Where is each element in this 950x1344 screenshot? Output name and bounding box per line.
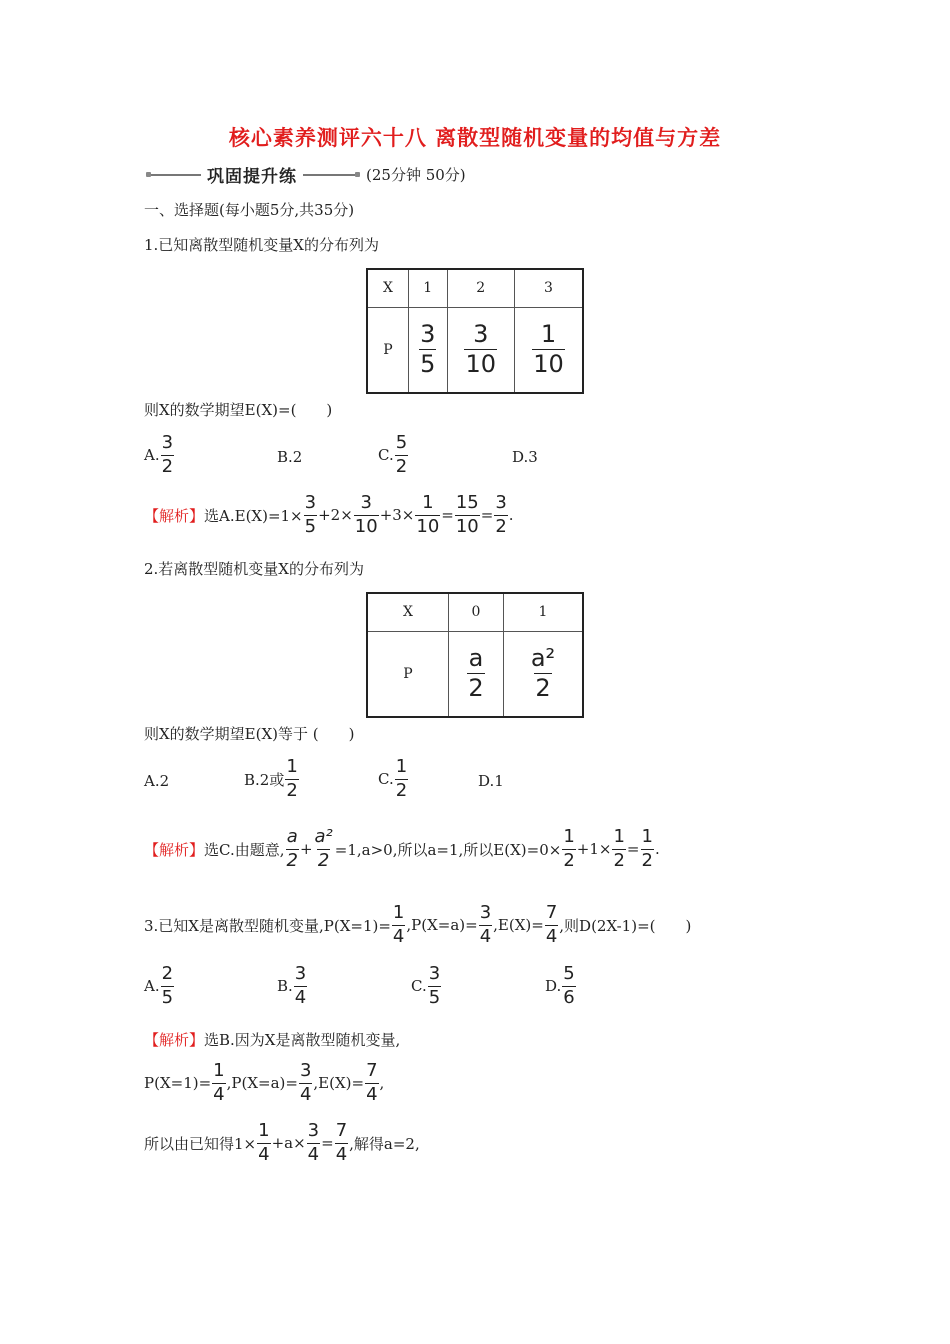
q1-p3: $\frac{1}{10}$ xyxy=(515,307,583,393)
q1-cell-3: 3 xyxy=(515,269,583,307)
q3-answer: 【解析】 选B.因为X是离散型随机变量, xyxy=(144,1031,401,1049)
section-band xyxy=(146,162,466,187)
q3-option-d: D. $\frac{5}{6}$ xyxy=(545,963,575,1008)
q2-answer: 【解析】 选C.由题意, $\frac{a}{2}$ + $\frac{\text{a²}}{2}$ =1,a>0,所以a=1,所以E(X)=0× $\frac{1}{2}$ +1× $\frac{1}{2}$ = $\frac{1}{2}$ . xyxy=(144,826,660,871)
q1-option-c: C. $\frac{5}{2}$ xyxy=(378,432,408,477)
q2-ask: 则X的数学期望E(X)等于 ( ) xyxy=(144,725,355,743)
q1-p2: $\frac{3}{10}$ xyxy=(447,307,515,393)
q1-cell-x: X xyxy=(367,269,409,307)
band-line-left xyxy=(151,174,201,176)
q3-answer-line3: 所以由已知得1× $\frac{1}{4}$ +a× $\frac{3}{4}$ = $\frac{7}{4}$ ,解得a=2, xyxy=(144,1120,420,1165)
q2-cell-1: 1 xyxy=(504,593,584,631)
q1-p1: $\frac{3}{5}$ xyxy=(409,307,448,393)
q3-stem: 3.已知X是离散型随机变量,P(X=1)= $\frac{1}{4}$ ,P(X=a)= $\frac{3}{4}$ ,E(X)= $\frac{7}{4}$ ,则D(2X-1)=( ) xyxy=(144,902,692,947)
q3-answer-line2: P(X=1)= $\frac{1}{4}$ ,P(X=a)= $\frac{3}{4}$ ,E(X)= $\frac{7}{4}$ , xyxy=(144,1060,385,1105)
section-label: 巩固提升练 xyxy=(207,167,297,187)
q1-cell-p: P xyxy=(367,307,409,393)
band-dot-right xyxy=(355,172,360,177)
q2-cell-p: P xyxy=(367,631,449,717)
section-time: (25分钟 50分) xyxy=(366,165,466,184)
q2-option-b: B.2或 $\frac{1}{2}$ xyxy=(244,756,298,801)
q3-option-a: A. $\frac{2}{5}$ xyxy=(144,963,174,1008)
q3-option-b: B. $\frac{3}{4}$ xyxy=(277,963,307,1008)
q2-p0: $\frac{a}{2}$ xyxy=(449,631,504,717)
q2-option-d: D.1 xyxy=(478,772,504,790)
q1-answer: 【解析】 选A.E(X)=1× $\frac{3}{5}$ +2× $\frac{3}{10}$ +3× $\frac{1}{10}$ = $\frac{15}{10}$ = $\frac{3}{2}$ . xyxy=(144,492,514,537)
q2-option-a: A.2 xyxy=(144,772,170,790)
q2-p1: $\frac{\text{a²}}{2}$ xyxy=(504,631,584,717)
q2-cell-0: 0 xyxy=(449,593,504,631)
q1-option-b: B.2 xyxy=(277,448,303,466)
q1-ask: 则X的数学期望E(X)=( ) xyxy=(144,401,333,419)
band-line-right xyxy=(303,174,355,176)
q1-cell-2: 2 xyxy=(447,269,515,307)
part-heading: 一、选择题(每小题5分,共35分) xyxy=(144,201,355,219)
q1-option-a: A. $\frac{3}{2}$ xyxy=(144,432,174,477)
q1-table xyxy=(366,268,584,394)
q2-cell-x: X xyxy=(367,593,449,631)
q2-option-c: C. $\frac{1}{2}$ xyxy=(378,756,408,801)
q2-stem: 2.若离散型随机变量X的分布列为 xyxy=(144,560,364,578)
q3-option-c: C. $\frac{3}{5}$ xyxy=(411,963,441,1008)
q1-option-d: D.3 xyxy=(512,448,538,466)
page-title: 核心素养测评六十八 离散型随机变量的均值与方差 xyxy=(228,126,722,150)
q1-stem: 1.已知离散型随机变量X的分布列为 xyxy=(144,236,379,254)
q2-table xyxy=(366,592,584,718)
q1-cell-1: 1 xyxy=(409,269,448,307)
